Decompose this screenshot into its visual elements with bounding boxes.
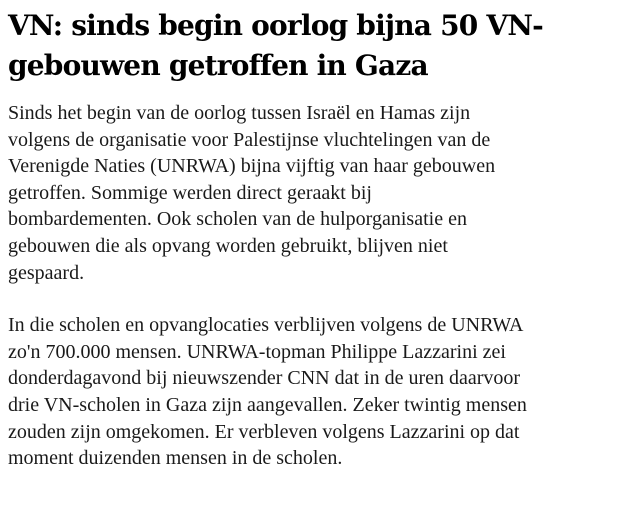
paragraph-line: moment duizenden mensen in de scholen. <box>8 447 343 470</box>
paragraph-line: Verenigde Naties (UNRWA) bijna vijftig van haar gebouwen <box>8 155 496 178</box>
article-headline <box>8 6 630 86</box>
paragraph-line: Sinds het begin van de oorlog tussen Israël en Hamas zijn <box>8 102 471 124</box>
paragraph-line: gespaard. <box>8 261 85 284</box>
headline-line: gebouwen getroffen in Gaza <box>8 49 428 82</box>
paragraph-line: getroffen. Sommige werden direct geraakt bij <box>8 181 372 204</box>
paragraph-line: zouden zijn omgekomen. Er verbleven volgens Lazzarini op dat <box>8 420 520 443</box>
article-paragraph-2 <box>8 312 630 472</box>
paragraph-line: drie VN-scholen in Gaza zijn aangevallen. Zeker twintig mensen <box>8 393 527 416</box>
paragraph-line: zo'n 700.000 mensen. UNRWA-topman Philippe Lazzarini zei <box>8 340 506 363</box>
paragraph-line: In die scholen en opvanglocaties verblijven volgens de UNRWA <box>8 314 524 337</box>
paragraph-line: volgens de organisatie voor Palestijnse vluchtelingen van de <box>8 128 491 151</box>
article-paragraph-1 <box>8 100 630 286</box>
paragraph-line: bombardementen. Ook scholen van de hulporganisatie en <box>8 208 467 231</box>
news-article <box>8 0 630 472</box>
paragraph-line: donderdagavond bij nieuwszender CNN dat in de uren daarvoor <box>8 367 521 390</box>
paragraph-line: gebouwen die als opvang worden gebruikt, blijven niet <box>8 234 448 257</box>
headline-line: VN: sinds begin oorlog bijna 50 VN- <box>8 9 543 42</box>
